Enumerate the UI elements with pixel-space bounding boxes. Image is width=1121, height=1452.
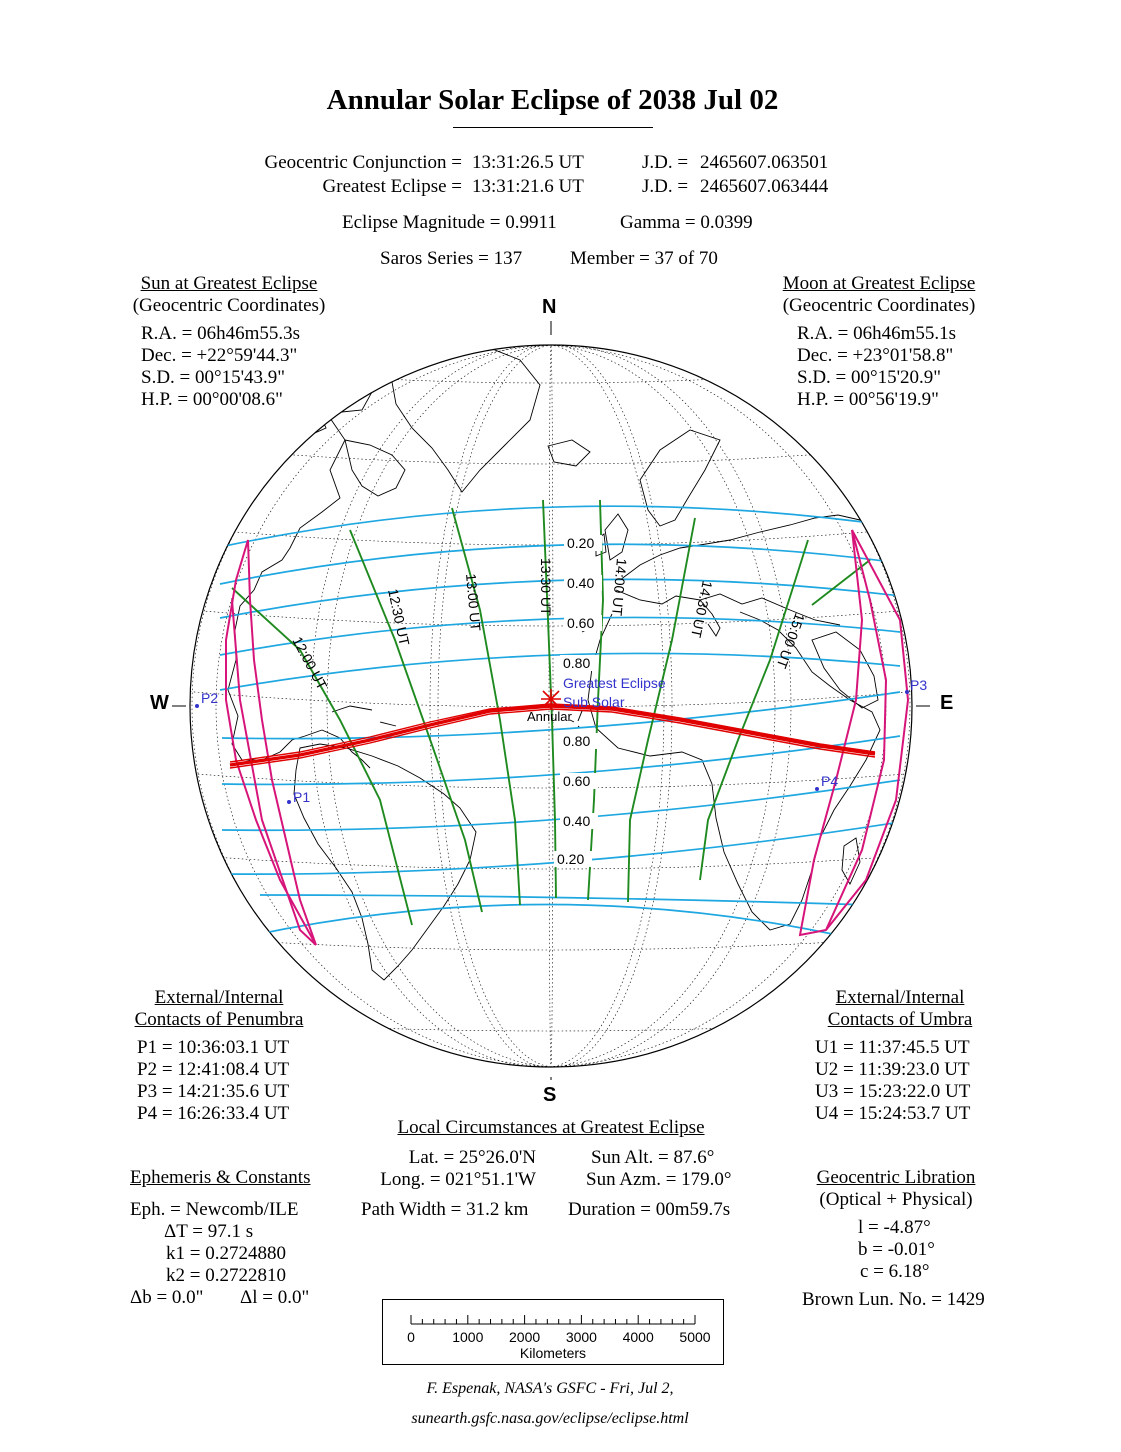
local-duration: Duration = 00m59.7s [568,1199,731,1220]
local-sun-alt: Sun Alt. = 87.6° [591,1147,715,1168]
moon-subheading: (Geocentric Coordinates) [782,295,976,316]
contact-point [287,800,291,804]
penumbra-contacts [137,1037,289,1125]
time-label: 14:00 UT [608,557,630,617]
libration-subheading: (Optical + Physical) [819,1189,973,1210]
penumbra-heading-2: Contacts of Penumbra [134,1009,304,1030]
magnitude-label: 0.80 [563,655,591,671]
scale-ruler [383,1300,723,1364]
local-lat: Lat. = 25°26.0'N [408,1147,536,1168]
scale-unit: Kilometers [519,1345,587,1361]
penumbra-heading-block [110,987,328,1031]
umbra-contacts [815,1037,970,1125]
sun-ra: R.A. = 06h46m55.3s [141,323,301,344]
sun-subheading: (Geocentric Coordinates) [132,295,326,316]
contact-label-p4: P4 [821,773,839,789]
gamma: Gamma = 0.0399 [620,212,753,233]
time-label: 15:00 UT [773,610,809,671]
contact-u2: U2 = 11:39:23.0 UT [815,1059,970,1080]
contact-p4: P4 = 16:26:33.4 UT [137,1103,290,1124]
scale-tick-label: 5000 [679,1329,711,1345]
magnitude-label: 0.80 [563,733,591,749]
credit-url: sunearth.gsfc.nasa.gov/eclipse/eclipse.html [411,1410,689,1427]
ephemeris-k2: k2 = 0.2722810 [166,1265,286,1286]
annular-label: Annular [527,709,572,724]
moon-hp: H.P. = 00°56'19.9" [797,389,939,410]
local-sun-azm: Sun Azm. = 179.0° [586,1169,732,1190]
time-label: 14:30 UT [688,579,716,640]
conjunction-jd-label: J.D. = [642,152,689,173]
contact-point [195,704,199,708]
moon-heading: Moon at Greatest Eclipse [782,273,976,294]
brown-lunation: Brown Lun. No. = 1429 [802,1289,985,1310]
ephemeris-delta-t: ΔT = 97.1 s [164,1221,254,1242]
contact-label-p3: P3 [910,677,928,693]
greatest-eclipse-marker [541,689,561,709]
greatest-eclipse-jd: 2465607.063444 [700,176,829,197]
compass-west: W [150,692,169,714]
magnitude-label: 0.40 [563,813,591,829]
contact-u1: U1 = 11:37:45.5 UT [815,1037,970,1058]
contact-u4: U4 = 15:24:53.7 UT [815,1103,971,1124]
libration-heading: Geocentric Libration [816,1167,976,1188]
greatest-eclipse-jd-label: J.D. = [642,176,689,197]
umbra-heading-block [800,987,1000,1031]
eclipse-magnitude: Eclipse Magnitude = 0.9911 [342,212,557,233]
saros-member: Member = 37 of 70 [570,248,718,269]
greatest-eclipse-label: Greatest Eclipse = [322,176,462,197]
contact-label-p2: P2 [201,690,219,706]
page-title: Annular Solar Eclipse of 2038 Jul 02 [326,84,779,116]
umbra-heading-2: Contacts of Umbra [827,1009,973,1030]
credit-author: F. Espenak, NASA's GSFC - Fri, Jul 2, [426,1380,674,1397]
greatest-eclipse-label: Greatest Eclipse [563,675,666,691]
magnitude-label: 0.40 [567,575,595,591]
magnitude-label: 0.20 [567,535,595,551]
contact-u3: U3 = 15:23:22.0 UT [815,1081,971,1102]
conjunction-label: Geocentric Conjunction = [264,152,462,173]
moon-dec: Dec. = +23°01'58.8" [797,345,954,366]
scale-tick-label: 4000 [622,1329,654,1345]
saros-series: Saros Series = 137 [380,248,523,269]
time-label: 13:00 UT [463,572,484,632]
sun-heading: Sun at Greatest Eclipse [140,273,318,294]
time-label: 12:00 UT [289,633,331,693]
sun-dec: Dec. = +22°59'44.3" [141,345,298,366]
scale-tick-label: 2000 [509,1329,541,1345]
sun-hp: H.P. = 00°00'08.6" [141,389,283,410]
magnitude-label: 0.20 [557,851,585,867]
scale-tick-label: 0 [407,1329,415,1345]
libration-heading-block [796,1167,996,1211]
distance-scale [382,1299,724,1365]
sub-solar-label: Sub Solar [563,694,625,710]
compass-east: E [940,692,954,714]
moon-ra: R.A. = 06h46m55.1s [797,323,957,344]
time-label: 13:30 UT [538,558,554,616]
compass-south: S [543,1084,557,1106]
contact-label-p1: P1 [293,789,311,805]
ephemeris-delta-b: Δb = 0.0" [130,1287,204,1308]
libration-l: l = -4.87° [858,1217,931,1238]
contact-p1: P1 = 10:36:03.1 UT [137,1037,290,1058]
magnitude-label: 0.60 [567,615,595,631]
contact-point [905,690,909,694]
magnitude-label: 0.60 [563,773,591,789]
conjunction-jd: 2465607.063501 [700,152,829,173]
umbra-heading-1: External/Internal [835,987,965,1008]
sun-sd: S.D. = 00°15'43.9" [141,367,286,388]
ephemeris-k1: k1 = 0.2724880 [166,1243,286,1264]
compass-north: N [542,296,557,318]
ephemeris-delta-l: Δl = 0.0" [240,1287,310,1308]
libration-b: b = -0.01° [858,1239,935,1260]
libration-c: c = 6.18° [860,1261,930,1282]
ephemeris-eph: Eph. = Newcomb/ILE [130,1199,299,1220]
conjunction-time: 13:31:26.5 UT [472,152,584,173]
contact-p3: P3 = 14:21:35.6 UT [137,1081,290,1102]
local-path-width: Path Width = 31.2 km [361,1199,529,1220]
scale-tick-label: 3000 [565,1329,597,1345]
time-label: 12:30 UT [385,587,413,647]
local-long: Long. = 021°51.1'W [380,1169,536,1190]
greatest-eclipse-time: 13:31:21.6 UT [472,176,584,197]
local-heading: Local Circumstances at Greatest Eclipse [397,1117,705,1138]
moon-sd: S.D. = 00°15'20.9" [797,367,942,388]
penumbra-heading-1: External/Internal [154,987,284,1008]
ephemeris-heading: Ephemeris & Constants [130,1167,311,1188]
contact-p2: P2 = 12:41:08.4 UT [137,1059,290,1080]
contact-point [815,787,819,791]
scale-tick-label: 1000 [452,1329,484,1345]
